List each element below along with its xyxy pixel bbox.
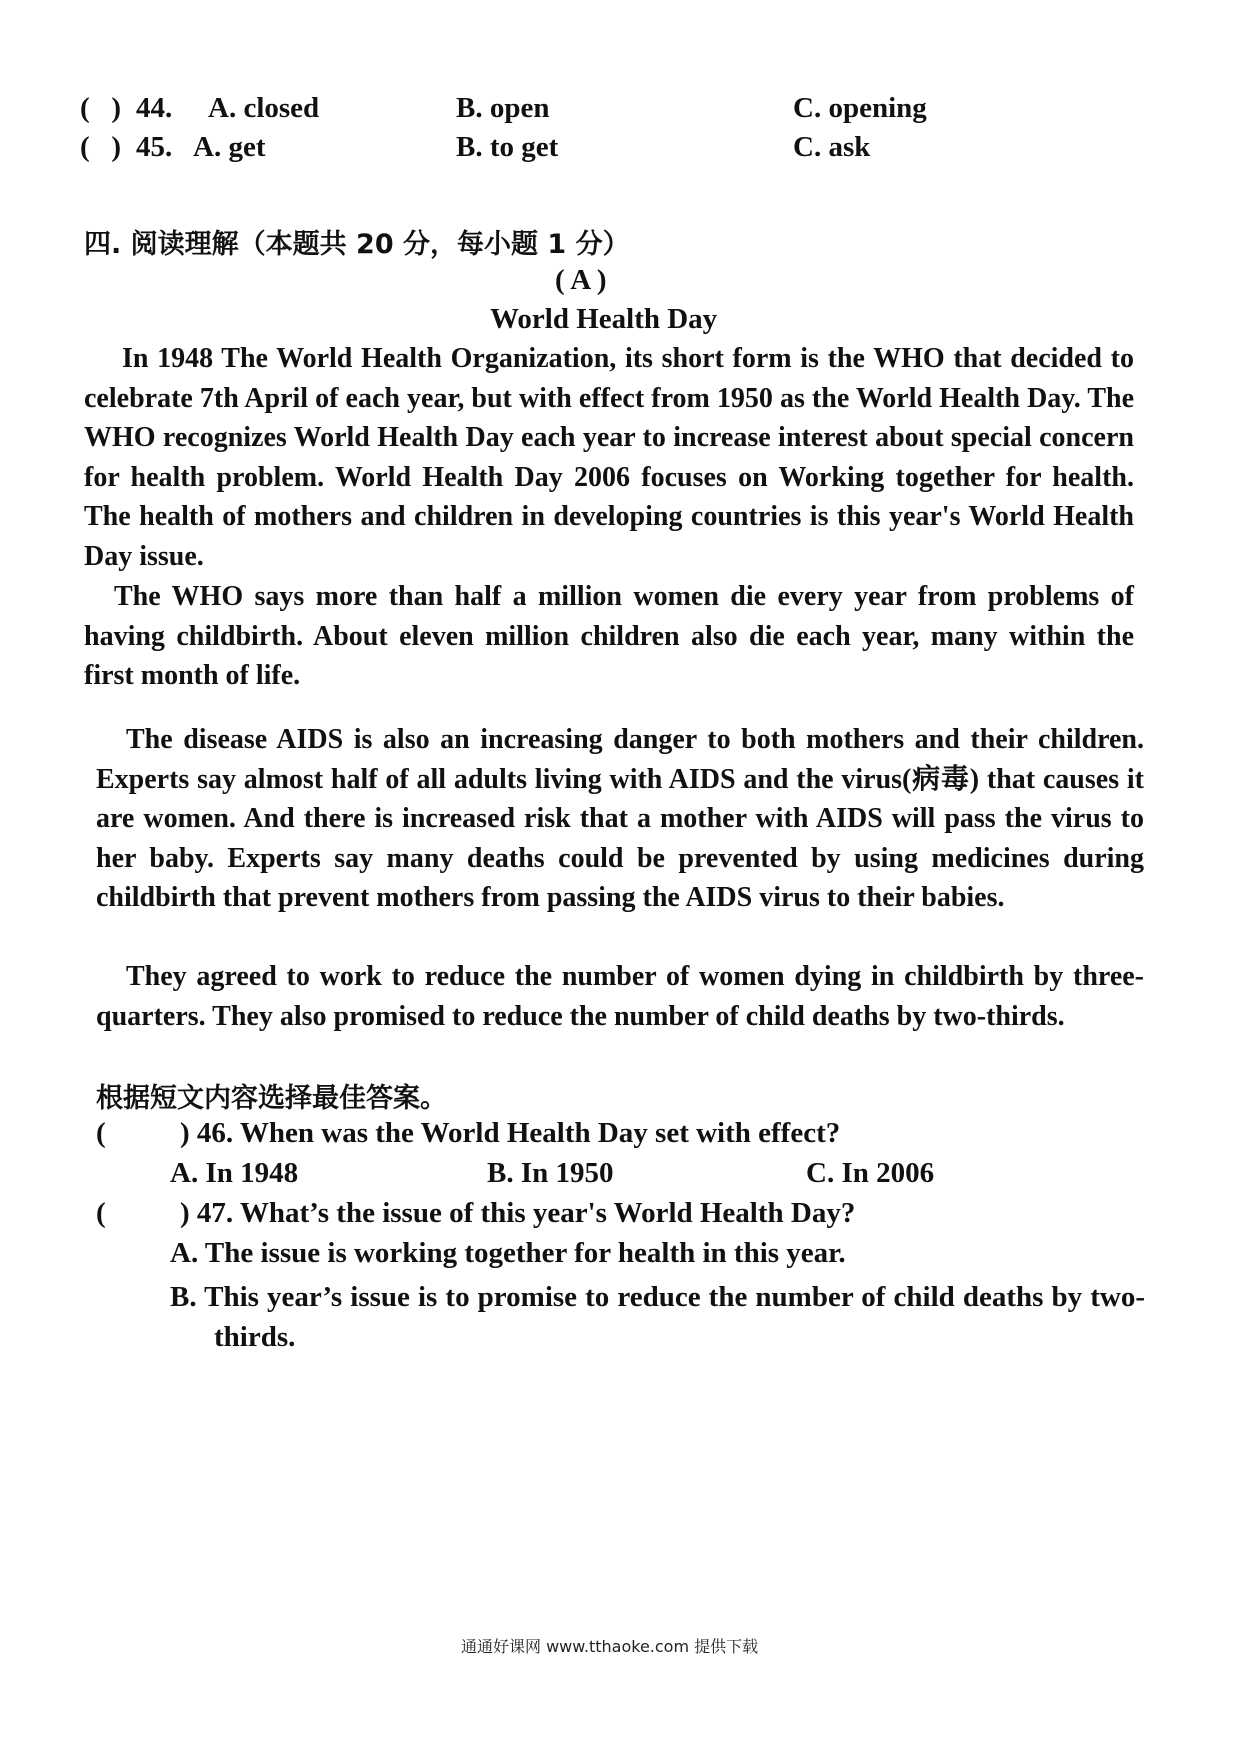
q45-number: 45. <box>136 131 173 163</box>
section-heading: 四. 阅读理解（本题共 20 分，每小题 1 分） <box>84 229 630 260</box>
paragraph-2: The WHO says more than half a million women die every year from problems of having childbirth. About eleven million children also die each year, many within the first month of life. <box>84 581 1134 691</box>
q47-stem: ) 47. What’s the issue of this year's World Health Day? <box>180 1197 856 1229</box>
paragraph-1: In 1948 The World Health Organization, its short form is the WHO that decided to celebrate 7th April of each year, but with effect from 1950 as the World Health Day. The WHO recognizes World Health Day each year to increase interest about special concern for health problem. World Health Day 2006 focuses on Working together for health. The health of mothers and children in developing countries is this year's World Health Day issue. <box>84 343 1134 572</box>
q44-option-b: B. open <box>456 92 550 124</box>
q47-option-b-text: B. This year’s issue is to promise to reduce the number of child deaths by two-thirds. <box>170 1281 1145 1353</box>
q45-option-a: A. get <box>193 131 266 163</box>
paragraph-3: The disease AIDS is also an increasing danger to both mothers and their children. Experts say almost half of all adults living with AIDS and the virus(病毒) that causes it are women. And there is increased risk that a mother with AIDS will pass the virus to her baby. Experts say many deaths could be prevented by using medicines during childbirth that prevent mothers from passing the AIDS virus to their babies. <box>96 724 1144 913</box>
q47-option-b <box>170 1277 1145 1357</box>
q44-option-c: C. opening <box>793 92 927 124</box>
q45-option-b: B. to get <box>456 131 559 163</box>
q47-option-a: A. The issue is working together for health in this year. <box>170 1237 846 1269</box>
q46-option-a: A. In 1948 <box>170 1157 299 1189</box>
passage-title: World Health Day <box>490 303 718 335</box>
paragraph-4: They agreed to work to reduce the number of women dying in childbirth by three-quarters. They also promised to reduce the number of child deaths by two-thirds. <box>96 961 1144 1032</box>
q47-paren: ( <box>96 1197 106 1229</box>
q45-option-c: C. ask <box>793 131 871 163</box>
q46-option-b: B. In 1950 <box>487 1157 614 1189</box>
passage-label: ( A ) <box>555 264 607 296</box>
q46-option-c: C. In 2006 <box>806 1157 935 1189</box>
footer-text: 通通好课网 www.tthaoke.com 提供下载 <box>461 1637 759 1656</box>
instruction: 根据短文内容选择最佳答案。 <box>96 1083 447 1114</box>
q44-number: 44. <box>136 92 173 124</box>
q44-paren: ( ) <box>80 92 122 124</box>
q46-stem: ) 46. When was the World Health Day set with effect? <box>180 1117 841 1149</box>
q44-option-a: A. closed <box>208 92 320 124</box>
q46-paren: ( <box>96 1117 106 1149</box>
q45-paren: ( ) <box>80 131 122 163</box>
